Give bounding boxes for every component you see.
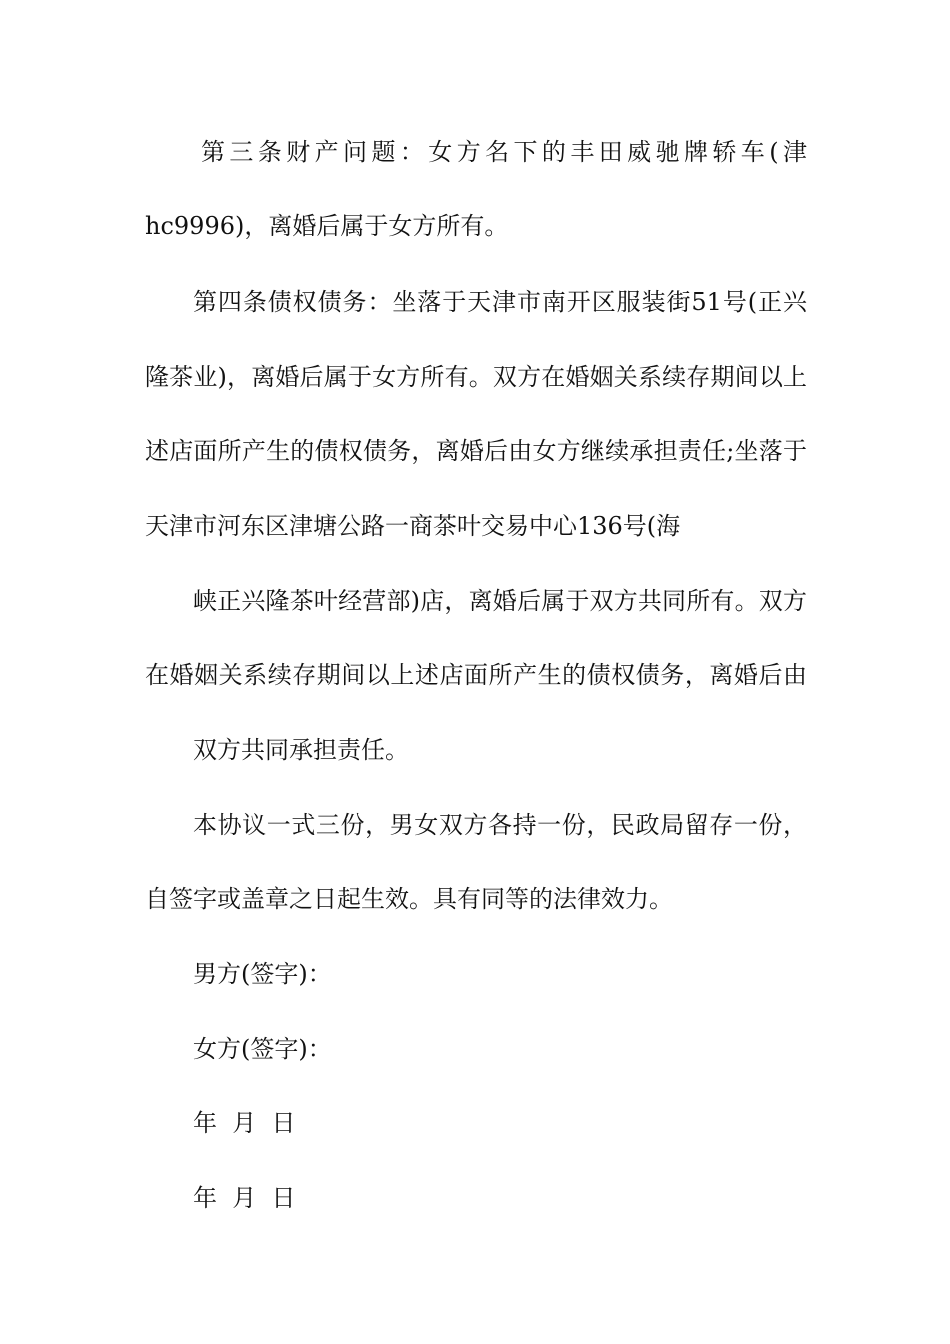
copies-clause-line-2: 自签字或盖章之日起生效。具有同等的法律效力。 (145, 885, 673, 913)
date-line-2: 年 月 日 (193, 1184, 296, 1212)
article-4-line-7: 双方共同承担责任。 (193, 736, 409, 764)
male-signature-line: 男方(签字)： (193, 960, 332, 988)
article-4-line-2: 隆茶业)，离婚后属于女方所有。双方在婚姻关系续存期间以上 (145, 363, 807, 391)
article-4-line-1: 第四条债权债务：坐落于天津市南开区服装街51号(正兴 (193, 288, 807, 316)
copies-clause-line-1: 本协议一式三份，男女双方各持一份，民政局留存一份， (193, 811, 807, 839)
female-signature-line: 女方(签字)： (193, 1035, 332, 1063)
article-3-line-1: 第三条财产问题：女方名下的丰田威驰牌轿车(津 (201, 138, 807, 166)
article-4-line-4: 天津市河东区津塘公路一商茶叶交易中心136号(海 (145, 512, 681, 540)
article-4-line-6: 在婚姻关系续存期间以上述店面所产生的债权债务，离婚后由 (145, 661, 807, 689)
date-line-1: 年 月 日 (193, 1109, 296, 1137)
article-3-line-2: hc9996)，离婚后属于女方所有。 (145, 212, 509, 240)
article-4-line-5: 峡正兴隆茶叶经营部)店，离婚后属于双方共同所有。双方 (193, 587, 807, 615)
article-4-line-3: 述店面所产生的债权债务，离婚后由女方继续承担责任;坐落于 (145, 437, 807, 465)
